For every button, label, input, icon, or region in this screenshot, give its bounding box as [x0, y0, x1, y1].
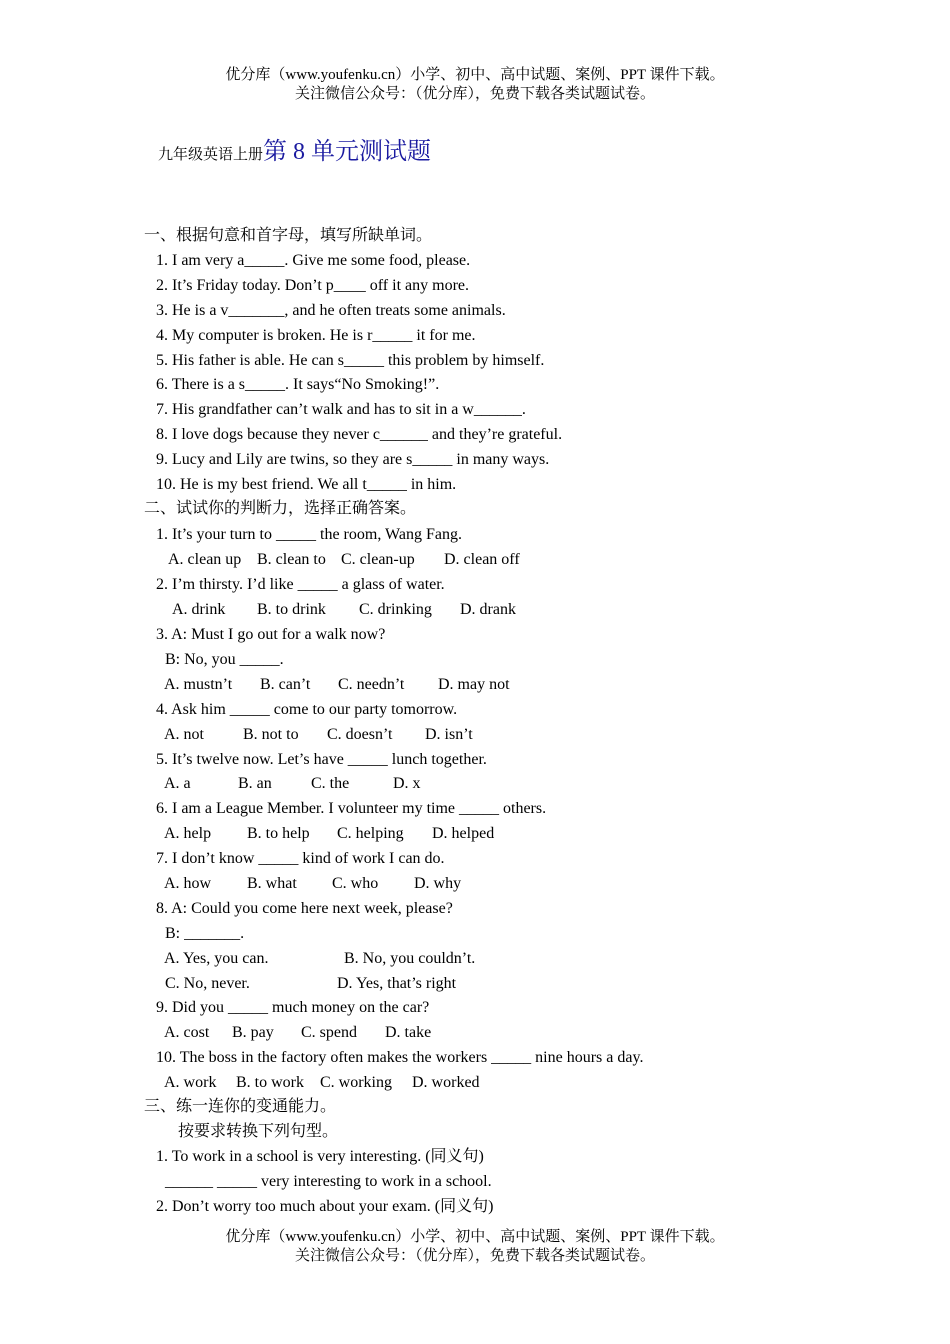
option: C. No, never.	[165, 975, 250, 992]
question-stem: 6. I am a League Member. I volunteer my time _____ others.	[156, 800, 547, 817]
option: A. work	[164, 1074, 217, 1091]
option: A. cost	[164, 1024, 210, 1041]
question-options	[164, 949, 475, 969]
option: D. Yes, that’s right	[337, 975, 457, 992]
option: D. clean off	[444, 551, 520, 568]
section-3-item: 2. Don’t worry too much about your exam. (同义句)	[156, 1198, 494, 1215]
title-main: 第 8 单元测试题	[263, 139, 432, 165]
page-footer	[0, 1228, 950, 1266]
option: B. an	[238, 775, 272, 792]
question-stem: 8. A: Could you come here next week, please?	[156, 900, 453, 917]
option: D. isn’t	[425, 726, 473, 743]
option: D. drank	[460, 601, 516, 618]
question-options	[164, 675, 510, 695]
page-header	[0, 66, 950, 104]
question-options	[164, 874, 461, 894]
option: B. what	[247, 875, 297, 892]
option: C. who	[332, 875, 379, 892]
option: B. can’t	[260, 676, 311, 693]
section-1-item: 8. I love dogs because they never c______ and they’re grateful.	[156, 426, 563, 443]
option: A. drink	[172, 601, 226, 618]
section-1-item: 2. It’s Friday today. Don’t p____ off it any more.	[156, 277, 469, 294]
option: D. why	[414, 875, 462, 892]
option: A. help	[164, 825, 212, 842]
footer-line-1: 优分库（www.youfenku.cn）小学、初中、高中试题、案例、PPT 课件下载。	[225, 1229, 725, 1245]
question-options	[164, 1073, 480, 1093]
section-1-item: 7. His grandfather can’t walk and has to sit in a w______.	[156, 401, 526, 418]
option: B. to drink	[257, 601, 326, 618]
question-stem: 1. It’s your turn to _____ the room, Wang Fang.	[156, 526, 462, 543]
section-1-item: 6. There is a s_____. It says“No Smoking!”.	[156, 376, 440, 393]
section-1-item: 4. My computer is broken. He is r_____ it for me.	[156, 327, 476, 344]
option: D. helped	[432, 825, 495, 842]
option: A. how	[164, 875, 212, 892]
option: A. clean up	[168, 551, 242, 568]
question-reply: B: No, you _____.	[165, 651, 284, 668]
option: C. needn’t	[338, 676, 405, 693]
option: B. not to	[243, 726, 299, 743]
title-prefix: 九年级英语上册	[158, 147, 264, 163]
option: D. may not	[438, 676, 510, 693]
question-stem: 10. The boss in the factory often makes the workers _____ nine hours a day.	[156, 1049, 644, 1066]
section-3-item: ______ _____ very interesting to work in a school.	[165, 1173, 492, 1190]
option: D. take	[385, 1024, 432, 1041]
question-stem: 3. A: Must I go out for a walk now?	[156, 626, 386, 643]
question-stem: 5. It’s twelve now. Let’s have _____ lunch together.	[156, 751, 487, 768]
question-options	[165, 974, 456, 994]
question-stem: 4. Ask him _____ come to our party tomorrow.	[156, 701, 458, 718]
question-stem: 9. Did you _____ much money on the car?	[156, 999, 430, 1016]
question-options	[164, 824, 494, 844]
option: B. No, you couldn’t.	[344, 950, 476, 967]
header-line-2: 关注微信公众号：（优分库），免费下载各类试题试卷。	[294, 86, 655, 102]
question-options	[164, 1023, 431, 1043]
option: D. x	[393, 775, 421, 792]
option: C. spend	[301, 1024, 357, 1041]
question-options	[164, 725, 473, 745]
option: C. the	[311, 775, 350, 792]
section-3-heading: 三、练一连你的变通能力。	[144, 1098, 337, 1115]
option: C. helping	[337, 825, 404, 842]
section-1-item: 3. He is a v_______, and he often treats some animals.	[156, 302, 506, 319]
option: C. drinking	[359, 601, 432, 618]
option: B. clean to	[257, 551, 326, 568]
section-1-item: 9. Lucy and Lily are twins, so they are s_____ in many ways.	[156, 451, 550, 468]
option: A. Yes, you can.	[164, 950, 269, 967]
option: A. a	[164, 775, 191, 792]
question-options	[164, 774, 421, 794]
footer-line-2: 关注微信公众号：（优分库），免费下载各类试题试卷。	[294, 1248, 655, 1264]
question-stem: 7. I don’t know _____ kind of work I can do.	[156, 850, 445, 867]
page-title	[158, 131, 431, 166]
option: C. doesn’t	[327, 726, 393, 743]
option: B. pay	[232, 1024, 274, 1041]
question-options	[168, 550, 520, 570]
section-2-heading: 二、试试你的判断力，选择正确答案。	[144, 500, 417, 517]
option: A. mustn’t	[164, 676, 233, 693]
option: C. clean-up	[341, 551, 415, 568]
section-1-item: 1. I am very a_____. Give me some food, please.	[156, 252, 471, 269]
question-stem: 2. I’m thirsty. I’d like _____ a glass of water.	[156, 576, 445, 593]
option: C. working	[320, 1074, 392, 1091]
question-options	[172, 600, 516, 620]
question-reply: B: _______.	[165, 925, 245, 942]
section-3-item: 1. To work in a school is very interesting. (同义句)	[156, 1148, 484, 1165]
option: B. to help	[247, 825, 310, 842]
section-3-instruction: 按要求转换下列句型。	[178, 1123, 339, 1140]
section-1-heading: 一、根据句意和首字母，填写所缺单词。	[144, 227, 433, 244]
section-1-item: 10. He is my best friend. We all t_____ in him.	[156, 476, 457, 493]
option: D. worked	[412, 1074, 480, 1091]
option: B. to work	[236, 1074, 304, 1091]
header-line-1: 优分库（www.youfenku.cn）小学、初中、高中试题、案例、PPT 课件下载。	[225, 67, 725, 83]
option: A. not	[164, 726, 204, 743]
section-1-item: 5. His father is able. He can s_____ this problem by himself.	[156, 352, 545, 369]
